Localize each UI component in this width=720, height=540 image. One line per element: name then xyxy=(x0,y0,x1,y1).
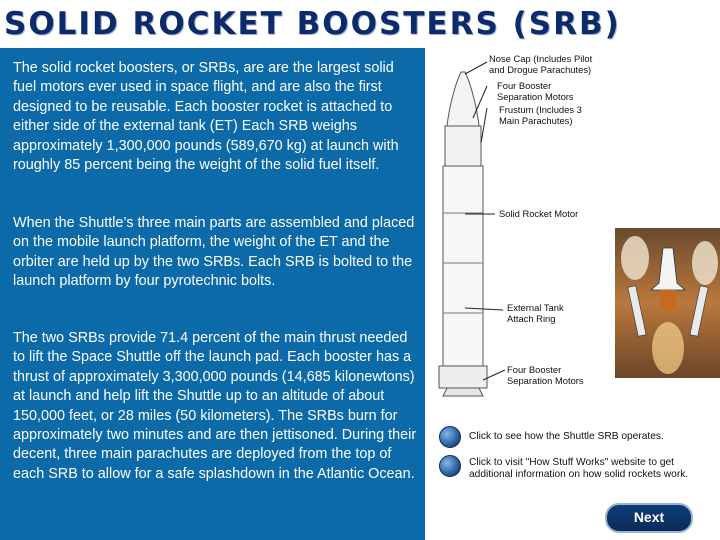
nozzle-shape xyxy=(443,388,483,396)
label-separation-motors-aft: Four Booster Separation Motors xyxy=(507,364,584,386)
play-button-icon[interactable] xyxy=(439,426,461,448)
leader-line xyxy=(481,108,487,143)
nose-cap-shape xyxy=(447,72,479,126)
link-text-how-stuff-works[interactable]: Click to visit "How Stuff Works" website to get additional information on how solid rockets work. xyxy=(469,457,689,481)
label-solid-rocket-motor: Solid Rocket Motor xyxy=(499,208,579,219)
label-attach-ring: External Tank Attach Ring xyxy=(507,302,564,324)
page-title: SOLID ROCKET BOOSTERS (SRB) xyxy=(4,6,621,42)
paragraph-thrust: The two SRBs provide 71.4 percent of the main thrust needed to lift the Space Shuttle off the launch pad. Each booster has a thrust of approximately 3,300,000 pounds (14,685 kilonewtons) at launch and help lift the Shuttle up to an altitude of about 150,000 feet, or 28 miles (50 kilometers). The SRBs burn for approximately two minutes and are then jettisoned. During their decent, three main parachutes are deployed from the top of each SRB to allow for a safe splashdown in the Atlantic Ocean. xyxy=(13,330,417,482)
label-separation-motors-fwd: Four Booster Separation Motors xyxy=(497,80,574,102)
diagram-panel xyxy=(425,48,720,540)
label-nose-cap: Nose Cap (Includes Pilot and Drogue Parachutes) xyxy=(489,53,593,75)
leader-line xyxy=(465,62,487,74)
srb-separation-photo xyxy=(615,228,720,378)
paragraph-assembly: When the Shuttle’s three main parts are assembled and placed on the mobile launch platform, the weight of the ET and the orbiter are held up by the two SRBs. Each SRB is bolted to the launch platform by four pyrotechnic bolts. xyxy=(13,215,415,290)
motor-case-shape xyxy=(443,166,483,366)
paragraph-intro: The solid rocket boosters, or SRBs, are are the largest solid fuel motors ever used in space flight, and are also the first designed to be reusable. Each booster rocket is attached to either side of the external tank (ET) Each SRB weighs approximately 1,300,000 pounds (589,670 kg) at launch with roughly 85 percent being the weight of the solid fuel itself. xyxy=(13,60,399,174)
play-button-icon[interactable] xyxy=(439,455,461,477)
aft-skirt-shape xyxy=(439,366,487,388)
link-how-stuff-works[interactable] xyxy=(439,455,719,485)
label-frustum: Frustum (Includes 3 Main Parachutes) xyxy=(499,104,582,126)
text-panel xyxy=(0,48,425,540)
link-srb-operation[interactable] xyxy=(439,426,719,450)
frustum-shape xyxy=(445,126,481,166)
link-text-srb-operation[interactable]: Click to see how the Shuttle SRB operates. xyxy=(469,431,664,442)
next-button[interactable]: Next xyxy=(605,503,693,533)
